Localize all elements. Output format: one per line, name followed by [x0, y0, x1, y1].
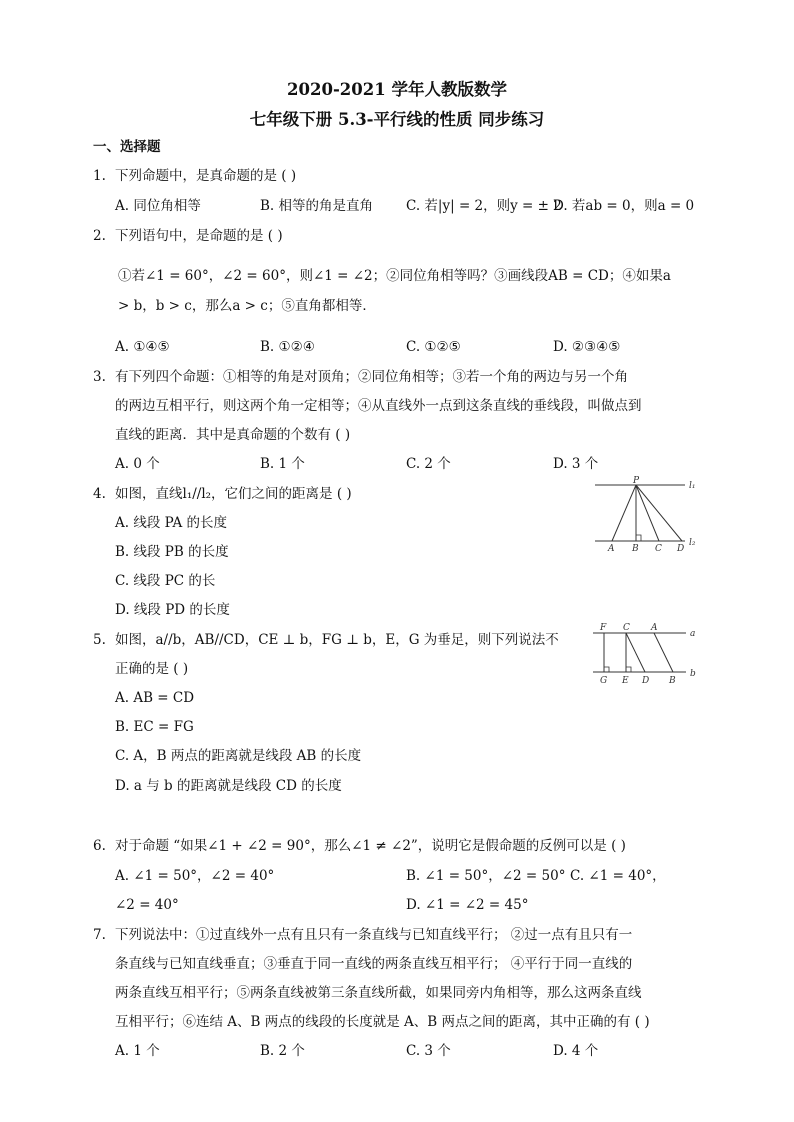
question-number: 3.	[93, 369, 106, 385]
option-c: C. A，B 两点的距离就是线段 AB 的长度	[115, 748, 362, 764]
question-number: 2.	[93, 228, 106, 244]
option-d: D. 若ab = 0，则a = 0	[553, 198, 695, 214]
option-c: C. ∠1 = 40°，	[570, 868, 666, 884]
section-heading: 一、选择题	[93, 139, 161, 155]
question-text: 下列命题中，是真命题的是 ( )	[115, 168, 297, 184]
option-c: C. 3 个	[406, 1043, 451, 1059]
question-text: 如图，a//b，AB//CD，CE ⊥ b，FG ⊥ b，E，G 为垂足，则下列说法不	[115, 632, 559, 648]
option-a: A. AB = CD	[115, 690, 195, 706]
question-text: 有下列四个命题：①相等的角是对顶角；②同位角相等；③若一个角的两边与另一个角	[115, 369, 628, 385]
option-d: D. 线段 PD 的长度	[115, 602, 230, 618]
question-number: 5.	[93, 632, 106, 648]
question-text: 直线的距离．其中是真命题的个数有 ( )	[115, 427, 351, 443]
option-b: B. 2 个	[260, 1043, 305, 1059]
option-c: C. 若|y| = 2，则y = ± 2	[406, 198, 562, 214]
figure-label-line-a: a	[690, 629, 696, 639]
figure-label-l2: l₂	[689, 538, 696, 548]
question-number: 6.	[93, 838, 106, 854]
figure-label-c: C	[655, 544, 662, 554]
figure-label-p: P	[633, 476, 640, 486]
question-text: 条直线与已知直线垂直；③垂直于同一直线的两条直线互相平行； ④平行于同一直线的	[115, 956, 633, 972]
question-text: 下列语句中，是命题的是 ( )	[115, 228, 283, 244]
option-c: C. ①②⑤	[406, 339, 461, 355]
question-text: 正确的是 ( )	[115, 661, 189, 677]
option-b: B. 1 个	[260, 456, 305, 472]
figure-label-a: A	[608, 544, 615, 554]
option-a: A. 0 个	[115, 456, 160, 472]
figure-label-g: G	[600, 676, 608, 686]
figure-label-e: E	[622, 676, 629, 686]
statement-box-line: ①若∠1 = 60°，∠2 = 60°，则∠1 = ∠2；②同位角相等吗？③画线段AB = CD；④如果a	[118, 268, 671, 284]
option-d: D. a 与 b 的距离就是线段 CD 的长度	[115, 778, 342, 794]
question-text: 互相平行；⑥连结 A、B 两点的线段的长度就是 A、B 两点之间的距离，其中正确的有 ( )	[115, 1014, 650, 1030]
parallelogram-figure	[590, 620, 705, 690]
page-subtitle: 七年级下册 5.3-平行线的性质 同步练习	[249, 110, 545, 129]
option-b: B. ∠1 = 50°，∠2 = 50°	[406, 868, 566, 884]
question-text: 对于命题 “如果∠1 + ∠2 = 90°，那么∠1 ≠ ∠2”，说明它是假命题的反例可以是 ( )	[115, 838, 626, 854]
question-text: 下列说法中：①过直线外一点有且只有一条直线与已知直线平行； ②过一点有且只有一	[115, 927, 633, 943]
figure-label-f: F	[600, 623, 607, 633]
figure-label-l1: l₁	[689, 481, 696, 491]
option-a: A. 线段 PA 的长度	[115, 515, 228, 531]
option-b: B. 线段 PB 的长度	[115, 544, 229, 560]
option-a: A. ①④⑤	[115, 339, 170, 355]
question-number: 7.	[93, 927, 106, 943]
figure-label-line-b: b	[690, 669, 696, 679]
option-a: A. ∠1 = 50°，∠2 = 40°	[115, 868, 275, 884]
question-text: 如图，直线l₁//l₂，它们之间的距离是 ( )	[115, 486, 352, 502]
figure-label-d: D	[642, 676, 650, 686]
parallel-lines-figure	[590, 475, 705, 555]
figure-label-a: A	[651, 623, 658, 633]
figure-label-d: D	[677, 544, 685, 554]
question-text: 两条直线互相平行；⑤两条直线被第三条直线所截，如果同旁内角相等，那么这两条直线	[115, 985, 642, 1001]
option-d: D. ∠1 = ∠2 = 45°	[406, 897, 529, 913]
option-a: A. 同位角相等	[115, 198, 201, 214]
option-b: B. 相等的角是直角	[260, 198, 374, 214]
question-number: 1.	[93, 168, 106, 184]
figure-label-c: C	[623, 623, 630, 633]
option-d: D. ②③④⑤	[553, 339, 621, 355]
option-c: C. 2 个	[406, 456, 451, 472]
question-text: 的两边互相平行，则这两个角一定相等；④从直线外一点到这条直线的垂线段，叫做点到	[115, 398, 642, 414]
option-b: B. EC = FG	[115, 719, 194, 735]
option-a: A. 1 个	[115, 1043, 160, 1059]
option-d: D. 3 个	[553, 456, 599, 472]
statement-box-line: > b，b > c，那么a > c；⑤直角都相等．	[118, 298, 376, 314]
option-d: D. 4 个	[553, 1043, 599, 1059]
question-number: 4.	[93, 486, 106, 502]
figure-label-b: B	[669, 676, 676, 686]
option-c: C. 线段 PC 的长	[115, 573, 216, 589]
option-c-continued: ∠2 = 40°	[115, 897, 179, 913]
option-b: B. ①②④	[260, 339, 315, 355]
page-title: 2020-2021 学年人教版数学	[287, 80, 507, 99]
figure-label-b: B	[632, 544, 639, 554]
